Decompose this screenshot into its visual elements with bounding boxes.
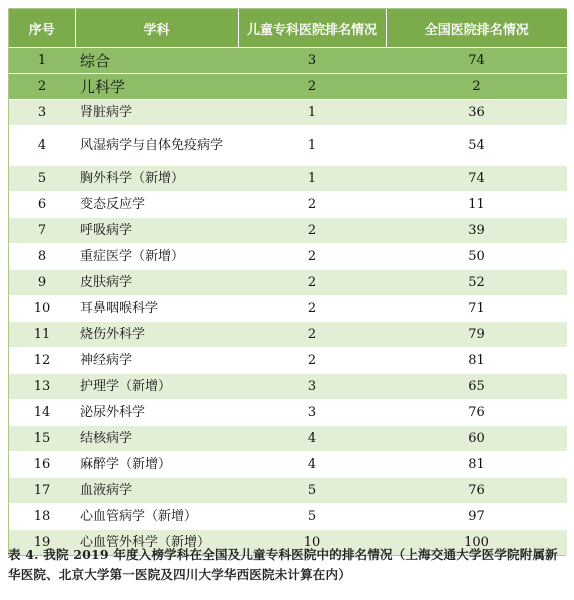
row-children-rank-cell: 2 bbox=[238, 74, 386, 100]
row-subject-cell: 皮肤病学 bbox=[75, 270, 238, 296]
row-subject-cell: 胸外科学（新增） bbox=[75, 166, 238, 192]
row-subject-cell: 呼吸病学 bbox=[75, 218, 238, 244]
row-children-rank-cell: 2 bbox=[238, 218, 386, 244]
row-national-rank-cell: 39 bbox=[386, 218, 567, 244]
row-national-rank-cell: 60 bbox=[386, 426, 567, 452]
table-row bbox=[9, 452, 567, 478]
row-national-rank-cell: 81 bbox=[386, 452, 567, 478]
row-national-rank-cell: 71 bbox=[386, 296, 567, 322]
table-row bbox=[9, 100, 567, 126]
table-row bbox=[9, 244, 567, 270]
row-national-rank-cell: 79 bbox=[386, 322, 567, 348]
table-row bbox=[9, 270, 567, 296]
row-index-cell: 9 bbox=[9, 270, 75, 296]
row-children-rank-cell: 1 bbox=[238, 126, 386, 166]
row-national-rank-cell: 74 bbox=[386, 48, 567, 74]
row-index-cell: 7 bbox=[9, 218, 75, 244]
row-children-rank-cell: 2 bbox=[238, 296, 386, 322]
ranking-table bbox=[9, 9, 567, 555]
table-header-row bbox=[9, 9, 567, 48]
row-national-rank-cell: 76 bbox=[386, 400, 567, 426]
row-subject-cell: 心血管外科学（新增） bbox=[75, 530, 238, 556]
row-subject-cell: 儿科学 bbox=[75, 74, 238, 100]
row-subject-cell: 泌尿外科学 bbox=[75, 400, 238, 426]
row-index-cell: 10 bbox=[9, 296, 75, 322]
row-index-cell: 5 bbox=[9, 166, 75, 192]
row-index-cell: 3 bbox=[9, 100, 75, 126]
row-children-rank-cell: 1 bbox=[238, 100, 386, 126]
table-row bbox=[9, 166, 567, 192]
row-subject-cell: 神经病学 bbox=[75, 348, 238, 374]
row-index-cell: 11 bbox=[9, 322, 75, 348]
table-row bbox=[9, 74, 567, 100]
row-subject-cell: 肾脏病学 bbox=[75, 100, 238, 126]
row-national-rank-cell: 76 bbox=[386, 478, 567, 504]
row-children-rank-cell: 2 bbox=[238, 244, 386, 270]
table-row bbox=[9, 504, 567, 530]
row-subject-cell: 结核病学 bbox=[75, 426, 238, 452]
table-row bbox=[9, 218, 567, 244]
row-index-cell: 19 bbox=[9, 530, 75, 556]
row-index-cell: 8 bbox=[9, 244, 75, 270]
table-body bbox=[9, 48, 567, 556]
row-index-cell: 16 bbox=[9, 452, 75, 478]
row-national-rank-cell: 100 bbox=[386, 530, 567, 556]
header-index: 序号 bbox=[9, 9, 75, 48]
row-index-cell: 14 bbox=[9, 400, 75, 426]
row-subject-cell: 重症医学（新增） bbox=[75, 244, 238, 270]
table-caption: 表 4. 我院 2019 年度入榜学科在全国及儿童专科医院中的排名情况（上海交通大学医学院附属新华医院、北京大学第一医院及四川大学华西医院未计算在内） bbox=[8, 547, 558, 582]
header-subject: 学科 bbox=[75, 9, 238, 48]
table-row bbox=[9, 426, 567, 452]
row-children-rank-cell: 3 bbox=[238, 400, 386, 426]
row-subject-cell: 麻醉学（新增） bbox=[75, 452, 238, 478]
row-national-rank-cell: 65 bbox=[386, 374, 567, 400]
row-subject-cell: 综合 bbox=[75, 48, 238, 74]
table-row bbox=[9, 478, 567, 504]
row-subject-cell: 风湿病学与自体免疫病学 bbox=[75, 126, 238, 166]
row-children-rank-cell: 10 bbox=[238, 530, 386, 556]
row-children-rank-cell: 3 bbox=[238, 374, 386, 400]
row-national-rank-cell: 2 bbox=[386, 74, 567, 100]
row-national-rank-cell: 11 bbox=[386, 192, 567, 218]
row-index-cell: 13 bbox=[9, 374, 75, 400]
row-subject-cell: 血液病学 bbox=[75, 478, 238, 504]
header-national-rank: 全国医院排名情况 bbox=[386, 9, 567, 48]
ranking-table-container bbox=[8, 8, 566, 556]
row-subject-cell: 耳鼻咽喉科学 bbox=[75, 296, 238, 322]
row-children-rank-cell: 2 bbox=[238, 270, 386, 296]
row-children-rank-cell: 2 bbox=[238, 322, 386, 348]
row-children-rank-cell: 5 bbox=[238, 504, 386, 530]
row-subject-cell: 烧伤外科学 bbox=[75, 322, 238, 348]
row-national-rank-cell: 54 bbox=[386, 126, 567, 166]
row-subject-cell: 心血管病学（新增） bbox=[75, 504, 238, 530]
row-children-rank-cell: 4 bbox=[238, 426, 386, 452]
row-children-rank-cell: 5 bbox=[238, 478, 386, 504]
row-index-cell: 4 bbox=[9, 126, 75, 166]
table-row bbox=[9, 126, 567, 166]
row-national-rank-cell: 81 bbox=[386, 348, 567, 374]
table-row bbox=[9, 296, 567, 322]
row-index-cell: 2 bbox=[9, 74, 75, 100]
header-children-rank: 儿童专科医院排名情况 bbox=[238, 9, 386, 48]
row-children-rank-cell: 4 bbox=[238, 452, 386, 478]
row-index-cell: 12 bbox=[9, 348, 75, 374]
row-subject-cell: 护理学（新增） bbox=[75, 374, 238, 400]
table-row bbox=[9, 348, 567, 374]
row-subject-cell: 变态反应学 bbox=[75, 192, 238, 218]
row-national-rank-cell: 36 bbox=[386, 100, 567, 126]
row-national-rank-cell: 52 bbox=[386, 270, 567, 296]
row-index-cell: 18 bbox=[9, 504, 75, 530]
row-index-cell: 6 bbox=[9, 192, 75, 218]
table-row bbox=[9, 192, 567, 218]
row-children-rank-cell: 3 bbox=[238, 48, 386, 74]
row-children-rank-cell: 2 bbox=[238, 348, 386, 374]
row-national-rank-cell: 97 bbox=[386, 504, 567, 530]
table-row bbox=[9, 374, 567, 400]
row-children-rank-cell: 1 bbox=[238, 166, 386, 192]
table-row bbox=[9, 48, 567, 74]
row-children-rank-cell: 2 bbox=[238, 192, 386, 218]
row-index-cell: 15 bbox=[9, 426, 75, 452]
table-row bbox=[9, 322, 567, 348]
row-index-cell: 17 bbox=[9, 478, 75, 504]
row-index-cell: 1 bbox=[9, 48, 75, 74]
row-national-rank-cell: 50 bbox=[386, 244, 567, 270]
table-row bbox=[9, 400, 567, 426]
row-national-rank-cell: 74 bbox=[386, 166, 567, 192]
